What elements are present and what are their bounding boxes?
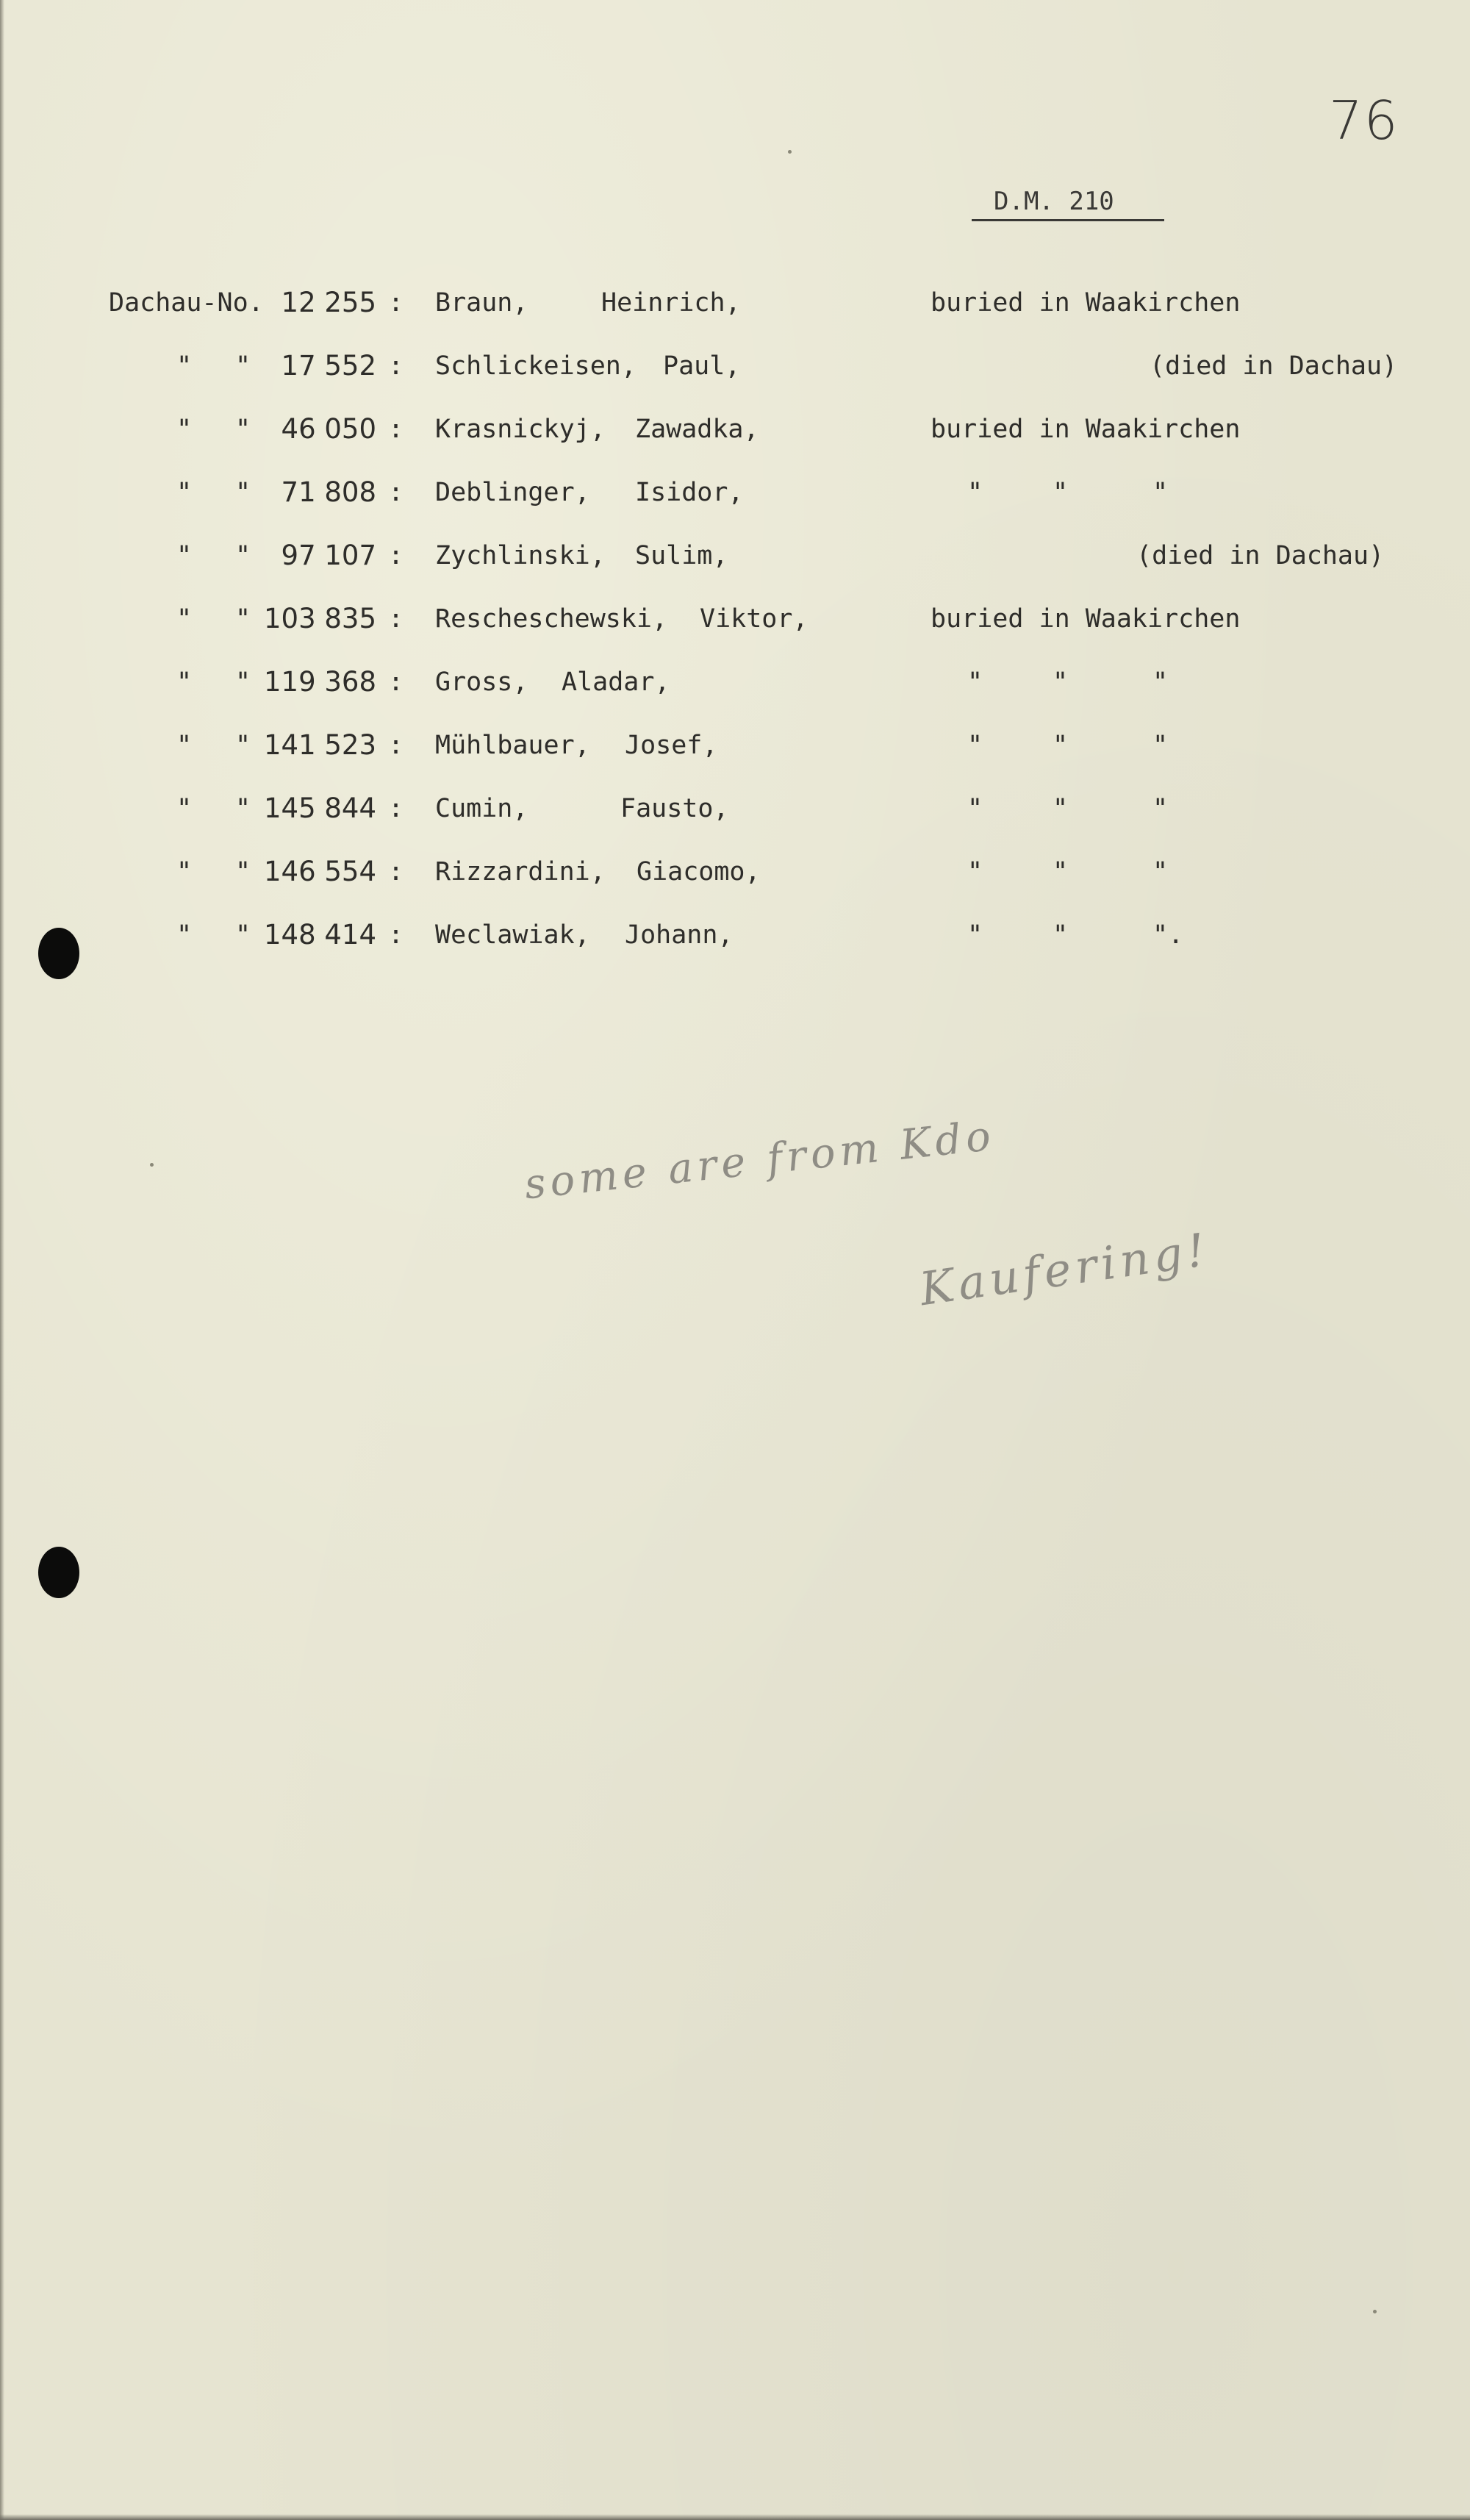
- record-given-name: Fausto,: [620, 794, 729, 823]
- record-surname: Mühlbauer,: [435, 731, 590, 760]
- record-ditto-mark: ": [235, 604, 251, 634]
- record-colon: :: [388, 415, 404, 444]
- record-row: [0, 787, 1470, 831]
- record-given-name: Sulim,: [635, 541, 728, 570]
- handwritten-note-line: Kaufering!: [916, 1222, 1213, 1317]
- record-number: 17 552: [281, 350, 376, 382]
- record-ditto-mark: ": [967, 478, 983, 507]
- record-given-name: Heinrich,: [601, 288, 741, 318]
- record-given-name: Giacomo,: [637, 857, 761, 887]
- record-ditto-mark: ": [967, 794, 983, 823]
- record-colon: :: [388, 667, 404, 697]
- record-ditto-mark: ": [1152, 857, 1169, 887]
- record-number: 141 523: [263, 729, 376, 761]
- record-ditto-mark: ": [235, 415, 251, 444]
- record-surname: Rescheschewski,: [435, 604, 668, 634]
- record-ditto-mark: ": [176, 351, 193, 381]
- record-row: [0, 597, 1470, 641]
- record-ditto-mark: ": [176, 731, 193, 760]
- record-ditto-mark: ": [1152, 794, 1169, 823]
- record-ditto-mark: ": [967, 857, 983, 887]
- record-row: [0, 534, 1470, 578]
- record-given-name: Johann,: [625, 920, 734, 950]
- record-surname: Rizzardini,: [435, 857, 606, 887]
- record-ditto-mark: ": [235, 351, 251, 381]
- record-colon: :: [388, 731, 404, 760]
- record-given-name: Viktor,: [700, 604, 808, 634]
- record-given-name: Isidor,: [635, 478, 744, 507]
- record-number: 71 808: [281, 476, 376, 508]
- record-given-name: Josef,: [625, 731, 718, 760]
- record-ditto-mark: ": [1152, 667, 1169, 697]
- record-colon: :: [388, 288, 404, 318]
- paper-speck: [150, 1163, 154, 1167]
- paper-speck: [788, 150, 792, 154]
- record-surname: Krasnickyj,: [435, 415, 606, 444]
- record-row: [0, 470, 1470, 515]
- record-ditto-mark: ": [1053, 857, 1069, 887]
- record-burial-note: (died in Dachau): [1136, 541, 1385, 570]
- record-given-name: Zawadka,: [635, 415, 759, 444]
- paper-speck: [1373, 2310, 1377, 2313]
- record-number: 148 414: [263, 919, 376, 951]
- record-ditto-mark: ": [235, 731, 251, 760]
- record-given-name: Aladar,: [562, 667, 670, 697]
- document-reference-underline: [972, 219, 1164, 221]
- record-surname: Braun,: [435, 288, 528, 318]
- record-number: 97 107: [281, 540, 376, 571]
- punch-hole: [38, 928, 79, 979]
- record-surname: Gross,: [435, 667, 528, 697]
- record-colon: :: [388, 794, 404, 823]
- record-ditto-mark: ": [235, 667, 251, 697]
- record-ditto-mark: ": [1152, 731, 1169, 760]
- record-ditto-mark: ": [176, 415, 193, 444]
- record-colon: :: [388, 478, 404, 507]
- record-ditto-mark: ": [235, 857, 251, 887]
- record-burial-note: buried in Waakirchen: [931, 288, 1241, 318]
- record-ditto-mark: ": [176, 857, 193, 887]
- record-ditto-mark: ": [235, 794, 251, 823]
- record-number: 145 844: [263, 792, 376, 824]
- record-ditto-mark: ": [1053, 794, 1069, 823]
- handwritten-note-line: some are from Kdo: [522, 1112, 997, 1209]
- record-row: [0, 281, 1470, 325]
- record-colon: :: [388, 541, 404, 570]
- record-colon: :: [388, 920, 404, 950]
- record-row: [0, 913, 1470, 957]
- record-ditto-mark: ": [967, 667, 983, 697]
- record-colon: :: [388, 604, 404, 634]
- record-ditto-mark: ": [176, 667, 193, 697]
- record-ditto-mark: ": [235, 478, 251, 507]
- page-edge-bottom: [0, 2514, 1470, 2520]
- record-prefix: Dachau-No.: [109, 288, 264, 318]
- record-number: 119 368: [263, 666, 376, 698]
- record-ditto-mark: ": [235, 541, 251, 570]
- record-ditto-mark: ": [176, 604, 193, 634]
- record-ditto-mark: ": [176, 920, 193, 950]
- record-ditto-mark: ": [1053, 667, 1069, 697]
- record-colon: :: [388, 857, 404, 887]
- record-row: [0, 407, 1470, 451]
- record-row: [0, 660, 1470, 704]
- record-ditto-mark: ": [1053, 731, 1069, 760]
- record-ditto-mark: ": [235, 920, 251, 950]
- record-row: [0, 344, 1470, 388]
- record-ditto-mark: ": [176, 794, 193, 823]
- record-ditto-mark: ": [967, 920, 983, 950]
- record-row: [0, 850, 1470, 894]
- punch-hole: [38, 1547, 79, 1598]
- record-row: [0, 723, 1470, 767]
- record-number: 146 554: [263, 856, 376, 887]
- record-ditto-mark: ": [967, 731, 983, 760]
- record-given-name: Paul,: [663, 351, 741, 381]
- record-ditto-mark: ": [1053, 920, 1069, 950]
- record-number: 103 835: [263, 603, 376, 634]
- document-reference: D.M. 210: [994, 187, 1114, 216]
- record-surname: Weclawiak,: [435, 920, 590, 950]
- record-ditto-mark: ".: [1152, 920, 1184, 950]
- record-surname: Zychlinski,: [435, 541, 606, 570]
- record-surname: Cumin,: [435, 794, 528, 823]
- record-burial-note: buried in Waakirchen: [931, 604, 1241, 634]
- record-burial-note: buried in Waakirchen: [931, 415, 1241, 444]
- record-ditto-mark: ": [1152, 478, 1169, 507]
- record-ditto-mark: ": [176, 541, 193, 570]
- record-colon: :: [388, 351, 404, 381]
- record-ditto-mark: ": [176, 478, 193, 507]
- record-surname: Deblinger,: [435, 478, 590, 507]
- record-number: 46 050: [281, 413, 376, 445]
- record-surname: Schlickeisen,: [435, 351, 637, 381]
- record-burial-note: (died in Dachau): [1150, 351, 1398, 381]
- page-number: 76: [1329, 90, 1399, 151]
- record-ditto-mark: ": [1053, 478, 1069, 507]
- record-number: 12 255: [281, 287, 376, 318]
